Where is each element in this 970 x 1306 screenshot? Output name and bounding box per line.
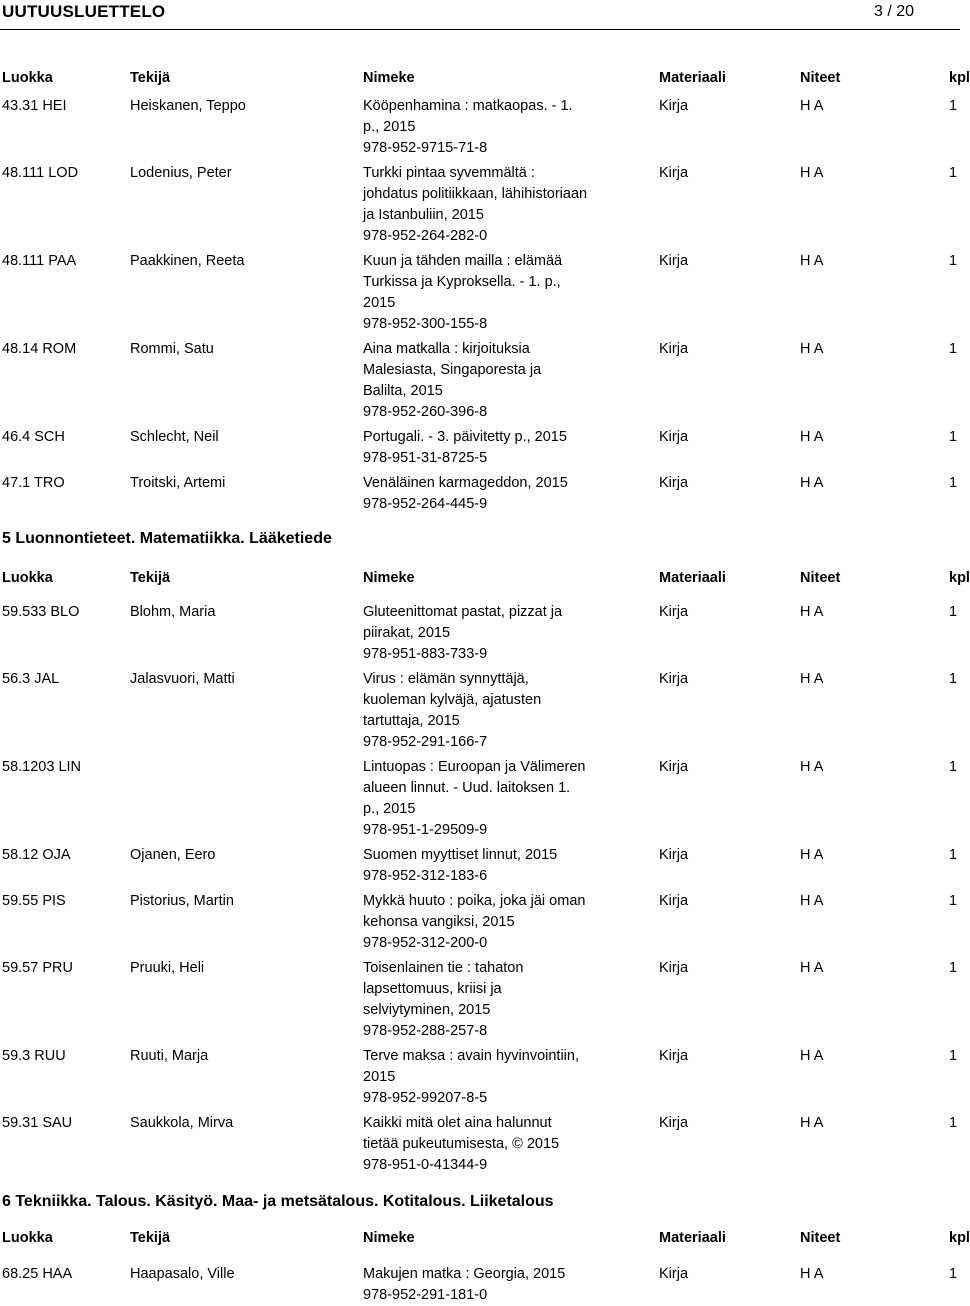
class-code: 59.533 BLO (2, 604, 80, 620)
title-line: Makujen matka : Georgia, 2015 (363, 1266, 566, 1282)
author: Ojanen, Eero (130, 847, 216, 863)
class-code: 48.14 ROM (2, 341, 77, 357)
title-line: Toisenlainen tie : tahaton (363, 960, 524, 976)
column-header-niteet: Niteet (800, 570, 841, 586)
title-info (363, 958, 621, 1042)
copy-count: 1 (949, 893, 958, 909)
title-line: tartuttaja, 2015 (363, 713, 460, 729)
material: Kirja (659, 893, 689, 909)
title-line: Suomen myyttiset linnut, 2015 (363, 847, 558, 863)
column-header-tekija: Tekijä (130, 1230, 171, 1246)
copies-location: H A (800, 1048, 824, 1064)
title-info (363, 163, 621, 247)
copies-location: H A (800, 1115, 824, 1131)
title-info (363, 1264, 621, 1306)
title-line: 978-951-883-733-9 (363, 646, 488, 662)
title-info (363, 473, 621, 515)
class-code: 48.111 PAA (2, 253, 77, 269)
author: Schlecht, Neil (130, 429, 219, 445)
column-header-luokka: Luokka (2, 1230, 53, 1246)
title-line: Turkissa ja Kyproksella. - 1. p., (363, 274, 561, 290)
title-line: 978-951-31-8725-5 (363, 450, 488, 466)
copies-location: H A (800, 960, 824, 976)
title-line: Balilta, 2015 (363, 383, 443, 399)
class-code: 68.25 HAA (2, 1266, 73, 1282)
material: Kirja (659, 847, 689, 863)
title-line: Malesiasta, Singaporesta ja (363, 362, 542, 378)
title-info (363, 669, 621, 753)
copies-location: H A (800, 847, 824, 863)
class-code: 59.55 PIS (2, 893, 66, 909)
class-code: 46.4 SCH (2, 429, 65, 445)
copy-count: 1 (949, 1115, 958, 1131)
column-header-row (0, 1230, 970, 1252)
author: Blohm, Maria (130, 604, 216, 620)
column-header-luokka: Luokka (2, 570, 53, 586)
title-line: 978-952-260-396-8 (363, 404, 488, 420)
copy-count: 1 (949, 960, 958, 976)
author: Pistorius, Martin (130, 893, 234, 909)
title-line: p., 2015 (363, 119, 416, 135)
column-header-tekija: Tekijä (130, 70, 171, 86)
author: Saukkola, Mirva (130, 1115, 234, 1131)
header-divider (0, 29, 960, 30)
title-line: 978-952-9715-71-8 (363, 140, 488, 156)
copy-count: 1 (949, 1048, 958, 1064)
class-code: 58.1203 LIN (2, 759, 82, 775)
material: Kirja (659, 475, 689, 491)
column-header-materiaali: Materiaali (659, 70, 726, 86)
column-header-kpl: kpl (949, 570, 970, 586)
material: Kirja (659, 165, 689, 181)
title-line: Kööpenhamina : matkaopas. - 1. (363, 98, 573, 114)
author: Jalasvuori, Matti (130, 671, 235, 687)
material: Kirja (659, 960, 689, 976)
author: Haapasalo, Ville (130, 1266, 235, 1282)
title-line: 978-951-1-29509-9 (363, 822, 488, 838)
copies-location: H A (800, 604, 824, 620)
title-line: Kuun ja tähden mailla : elämää (363, 253, 563, 269)
copy-count: 1 (949, 341, 958, 357)
column-header-row (0, 70, 970, 92)
title-line: 2015 (363, 295, 396, 311)
title-line: Terve maksa : avain hyvinvointiin, (363, 1048, 579, 1064)
author: Paakkinen, Reeta (130, 253, 245, 269)
column-header-tekija: Tekijä (130, 570, 171, 586)
copies-location: H A (800, 759, 824, 775)
title-info (363, 1046, 621, 1109)
title-info (363, 757, 621, 841)
column-header-nimeke: Nimeke (363, 570, 415, 586)
column-header-nimeke: Nimeke (363, 1230, 415, 1246)
copy-count: 1 (949, 98, 958, 114)
column-header-materiaali: Materiaali (659, 1230, 726, 1246)
title-info (363, 891, 621, 954)
title-line: p., 2015 (363, 801, 416, 817)
title-line: alueen linnut. - Uud. laitoksen 1. (363, 780, 571, 796)
copies-location: H A (800, 1266, 824, 1282)
title-line: Kaikki mitä olet aina halunnut (363, 1115, 552, 1131)
material: Kirja (659, 759, 689, 775)
title-line: Mykkä huuto : poika, joka jäi oman (363, 893, 586, 909)
title-line: Venäläinen karmageddon, 2015 (363, 475, 568, 491)
material: Kirja (659, 671, 689, 687)
material: Kirja (659, 253, 689, 269)
title-line: Virus : elämän synnyttäjä, (363, 671, 529, 687)
title-info (363, 339, 621, 423)
column-header-niteet: Niteet (800, 1230, 841, 1246)
column-header-kpl: kpl (949, 1230, 970, 1246)
copies-location: H A (800, 429, 824, 445)
copies-location: H A (800, 671, 824, 687)
title-line: Portugali. - 3. päivitetty p., 2015 (363, 429, 567, 445)
title-line: 978-952-300-155-8 (363, 316, 488, 332)
copy-count: 1 (949, 429, 958, 445)
copy-count: 1 (949, 475, 958, 491)
title-line: 978-952-291-166-7 (363, 734, 488, 750)
title-line: lapsettomuus, kriisi ja (363, 981, 502, 997)
author: Pruuki, Heli (130, 960, 205, 976)
title-line: 978-952-312-200-0 (363, 935, 488, 951)
title-line: Aina matkalla : kirjoituksia (363, 341, 530, 357)
title-line: 978-952-264-445-9 (363, 496, 488, 512)
document-title: UUTUUSLUETTELO (2, 2, 166, 21)
class-code: 56.3 JAL (2, 671, 60, 687)
title-line: kehonsa vangiksi, 2015 (363, 914, 515, 930)
title-line: ja Istanbuliin, 2015 (363, 207, 484, 223)
column-header-row (0, 570, 970, 592)
title-info (363, 96, 621, 159)
copy-count: 1 (949, 604, 958, 620)
class-code: 43.31 HEI (2, 98, 67, 114)
column-header-kpl: kpl (949, 70, 970, 86)
class-code: 59.31 SAU (2, 1115, 73, 1131)
copies-location: H A (800, 98, 824, 114)
copy-count: 1 (949, 1266, 958, 1282)
copies-location: H A (800, 253, 824, 269)
class-code: 47.1 TRO (2, 475, 65, 491)
material: Kirja (659, 1266, 689, 1282)
class-code: 48.111 LOD (2, 165, 79, 181)
column-header-niteet: Niteet (800, 70, 841, 86)
class-code: 59.3 RUU (2, 1048, 66, 1064)
title-info (363, 1113, 621, 1176)
author: Ruuti, Marja (130, 1048, 209, 1064)
material: Kirja (659, 429, 689, 445)
copy-count: 1 (949, 759, 958, 775)
title-line: kuoleman kylväjä, ajatusten (363, 692, 542, 708)
copies-location: H A (800, 893, 824, 909)
page-header (0, 0, 960, 32)
copies-location: H A (800, 475, 824, 491)
title-line: 2015 (363, 1069, 396, 1085)
title-line: 978-952-288-257-8 (363, 1023, 488, 1039)
title-line: Lintuopas : Euroopan ja Välimeren (363, 759, 586, 775)
title-line: 978-952-312-183-6 (363, 868, 488, 884)
title-line: 978-952-99207-8-5 (363, 1090, 488, 1106)
title-line: tietää pukeutumisesta, © 2015 (363, 1136, 560, 1152)
copies-location: H A (800, 165, 824, 181)
class-code: 58.12 OJA (2, 847, 71, 863)
title-line: johdatus politiikkaan, lähihistoriaan (363, 186, 588, 202)
material: Kirja (659, 98, 689, 114)
title-info (363, 427, 621, 469)
title-info (363, 602, 621, 665)
title-line: Gluteenittomat pastat, pizzat ja (363, 604, 563, 620)
author: Lodenius, Peter (130, 165, 232, 181)
copy-count: 1 (949, 253, 958, 269)
material: Kirja (659, 341, 689, 357)
author: Rommi, Satu (130, 341, 214, 357)
title-line: selviytyminen, 2015 (363, 1002, 491, 1018)
section-title: 6 Tekniikka. Talous. Käsityö. Maa- ja metsätalous. Kotitalous. Liiketalous (2, 1193, 554, 1210)
page-number: 3 / 20 (873, 3, 914, 20)
copies-location: H A (800, 341, 824, 357)
title-line: Turkki pintaa syvemmältä : (363, 165, 535, 181)
title-line: 978-951-0-41344-9 (363, 1157, 488, 1173)
material: Kirja (659, 1048, 689, 1064)
section-title: 5 Luonnontieteet. Matematiikka. Lääketiede (2, 530, 332, 547)
class-code: 59.57 PRU (2, 960, 73, 976)
author: Heiskanen, Teppo (130, 98, 246, 114)
copy-count: 1 (949, 671, 958, 687)
title-line: piirakat, 2015 (363, 625, 451, 641)
column-header-nimeke: Nimeke (363, 70, 415, 86)
column-header-luokka: Luokka (2, 70, 53, 86)
title-info (363, 251, 621, 335)
copy-count: 1 (949, 165, 958, 181)
material: Kirja (659, 1115, 689, 1131)
material: Kirja (659, 604, 689, 620)
column-header-materiaali: Materiaali (659, 570, 726, 586)
title-line: 978-952-291-181-0 (363, 1287, 488, 1303)
title-line: 978-952-264-282-0 (363, 228, 488, 244)
author: Troitski, Artemi (130, 475, 226, 491)
copy-count: 1 (949, 847, 958, 863)
title-info (363, 845, 621, 887)
